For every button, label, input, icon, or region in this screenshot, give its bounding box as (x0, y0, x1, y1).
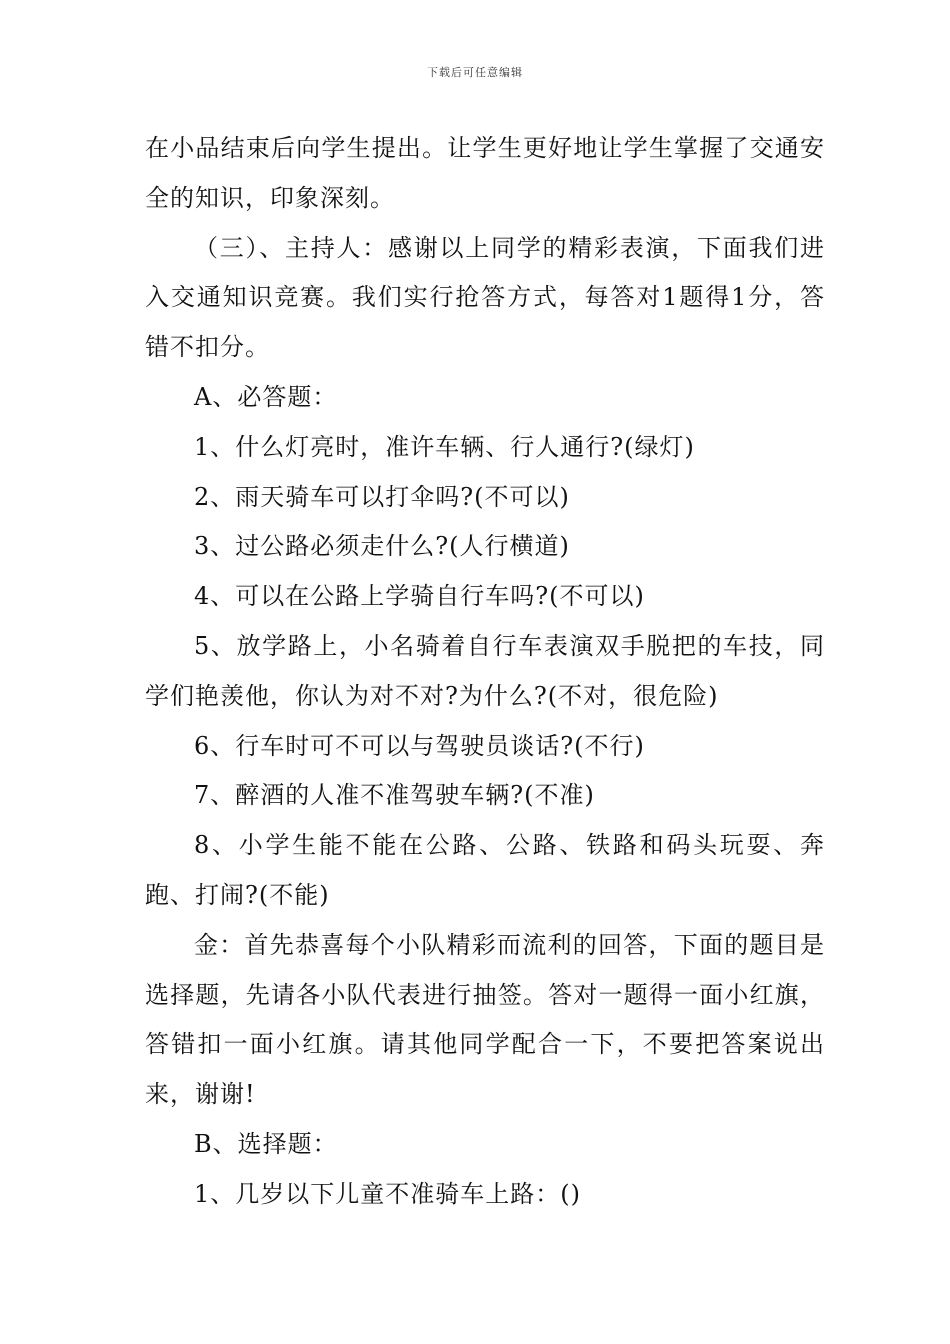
question-7: 7、醉酒的人准不准驾驶车辆?(不准) (194, 781, 595, 810)
paragraph-host-quiz: （三）、主持人：感谢以上同学的精彩表演，下面我们进入交通知识竞赛。我们实行抢答方式，每答对1题得1分，答错不扣分。 (145, 233, 825, 362)
choice-question-1: 1、几岁以下儿童不准骑车上路：() (194, 1179, 581, 1208)
section-heading-choice: B、选择题： (194, 1129, 338, 1158)
question-4: 4、可以在公路上学骑自行车吗?(不可以) (194, 582, 645, 611)
paragraph-choice-intro: 金：首先恭喜每个小队精彩而流利的回答，下面的题目是选择题，先请各小队代表进行抽签。答对一题得一面小红旗，答错扣一面小红旗。请其他同学配合一下，不要把答案说出来，谢谢! (145, 930, 825, 1109)
document-body (145, 124, 825, 1220)
question-5: 5、放学路上，小名骑着自行车表演双手脱把的车技，同学们艳羡他，你认为对不对?为什么?(不对，很危险) (145, 631, 825, 710)
question-2: 2、雨天骑车可以打伞吗?(不可以) (194, 482, 570, 511)
question-6: 6、行车时可不可以与驾驶员谈话?(不行) (194, 731, 645, 760)
page-header: 下载后可任意编辑 (427, 66, 523, 79)
question-3: 3、过公路必须走什么?(人行横道) (194, 532, 570, 561)
question-8: 8、小学生能不能在公路、公路、铁路和码头玩耍、奔跑、打闹?(不能) (145, 831, 825, 909)
question-1: 1、什么灯亮时，准许车辆、行人通行?(绿灯) (194, 432, 695, 461)
paragraph-intro: 在小品结束后向学生提出。让学生更好地让学生掌握了交通安全的知识，印象深刻。 (145, 134, 825, 212)
section-heading-required: A、必答题： (194, 382, 338, 411)
